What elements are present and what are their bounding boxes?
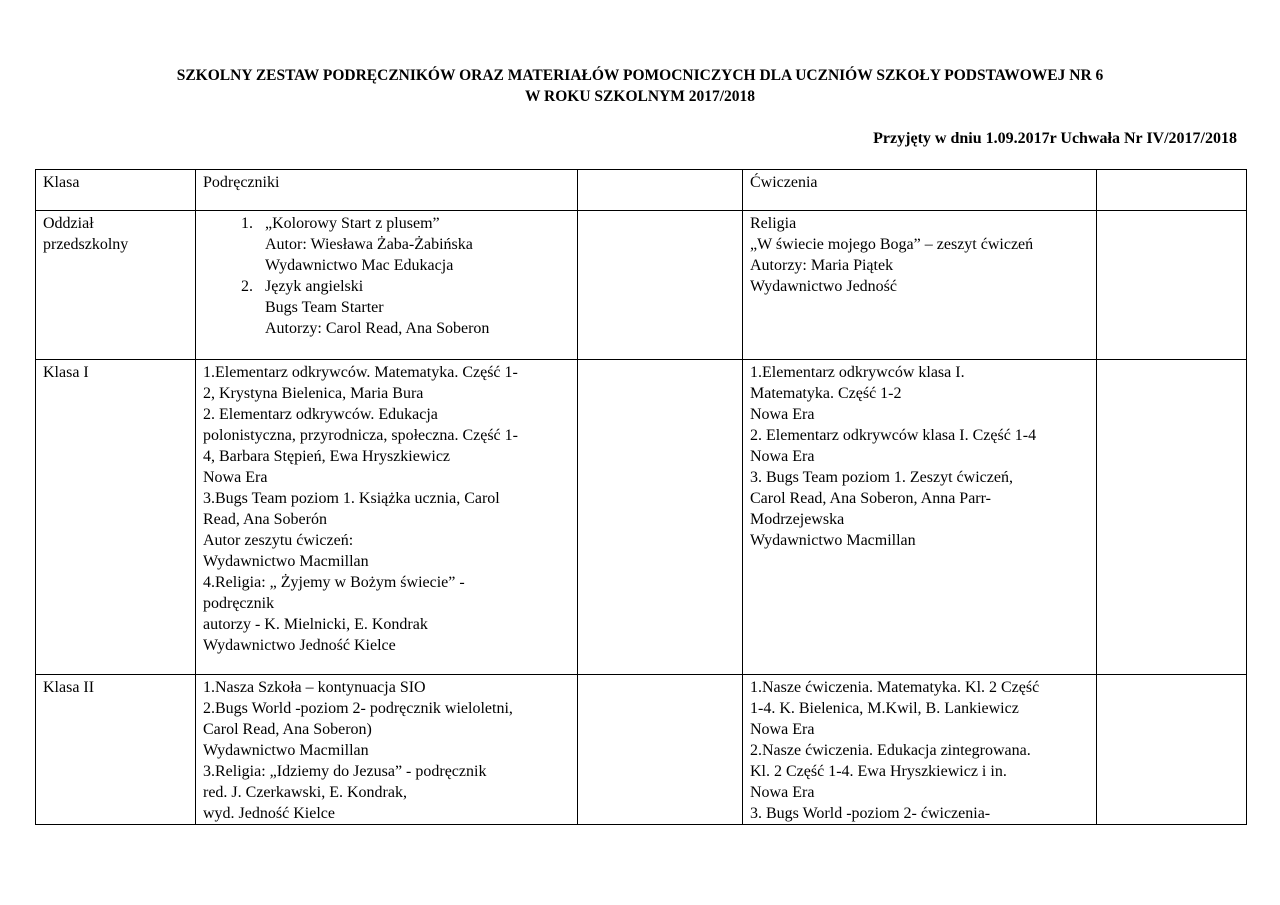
text-line: Kl. 2 Część 1-4. Ewa Hryszkiewicz i in. [750, 763, 1007, 780]
cell-podreczniki [196, 360, 578, 675]
text-line: 2.Nasze ćwiczenia. Edukacja zintegrowana. [750, 742, 1031, 759]
text-line: podręcznik [203, 595, 275, 612]
table-header-row [36, 170, 1247, 211]
text-line: 3.Religia: „Idziemy do Jezusa” - podręcznik [203, 763, 487, 780]
text-line: Bugs Team Starter [265, 299, 384, 316]
text-line: Autorzy: Carol Read, Ana Soberon [265, 320, 490, 337]
cell-klasa [36, 360, 196, 675]
text-line: 1.Nasze ćwiczenia. Matematyka. Kl. 2 Część [750, 679, 1040, 696]
text-line: 3. Bugs World -poziom 2- ćwiczenia- [750, 805, 991, 822]
text-line: Autorzy: Maria Piątek [750, 257, 894, 274]
table-row [36, 360, 1247, 675]
cell-klasa [36, 211, 196, 360]
text-line: Oddział [43, 215, 94, 232]
cell-empty [578, 360, 743, 675]
cell-empty [1097, 211, 1247, 360]
textbook-list [203, 213, 570, 339]
text-line: Carol Read, Ana Soberon) [203, 721, 372, 738]
text-line: Nowa Era [750, 784, 815, 801]
header-empty-1 [578, 170, 743, 211]
text-line: Wydawnictwo Jedność [750, 278, 897, 295]
table-row [36, 675, 1247, 825]
text-line: autorzy - K. Mielnicki, E. Kondrak [203, 616, 428, 633]
cell-empty [578, 675, 743, 825]
textbook-table [35, 169, 1247, 825]
cell-podreczniki [196, 675, 578, 825]
text-line: 2. Elementarz odkrywców. Edukacja [203, 406, 438, 423]
text-line: Wydawnictwo Macmillan [203, 742, 369, 759]
text-line: Nowa Era [203, 469, 268, 486]
text-line: red. J. Czerkawski, E. Kondrak, [203, 784, 407, 801]
text-line: Autor zeszytu ćwiczeń: [203, 532, 354, 549]
text-line: 3. Bugs Team poziom 1. Zeszyt ćwiczeń, [750, 469, 1013, 486]
text-line: 2, Krystyna Bielenica, Maria Bura [203, 385, 424, 402]
header-cwiczenia: Ćwiczenia [743, 170, 1097, 211]
cell-cwiczenia [743, 211, 1097, 360]
text-line: 1.Elementarz odkrywców klasa I. [750, 364, 965, 381]
header-podreczniki: Podręczniki [196, 170, 578, 211]
list-item [257, 213, 570, 276]
text-line: Read, Ana Soberón [203, 511, 327, 528]
text-line: Wydawnictwo Macmillan [750, 532, 916, 549]
text-line: Nowa Era [750, 721, 815, 738]
document-title-line1: SZKOLNY ZESTAW PODRĘCZNIKÓW ORAZ MATERIAŁÓW POMOCNICZYCH DLA UCZNIÓW SZKOŁY PODSTAWOWEJ NR 6 [176, 67, 1104, 84]
text-line: 1.Nasza Szkoła – kontynuacja SIO [203, 679, 426, 696]
text-line: Carol Read, Ana Soberon, Anna Parr- [750, 490, 991, 507]
list-item [257, 276, 570, 339]
text-line: Nowa Era [750, 406, 815, 423]
header-empty-2 [1097, 170, 1247, 211]
adoption-resolution: Przyjęty w dniu 1.09.2017r Uchwała Nr IV/2017/2018 [873, 130, 1237, 147]
header-klasa: Klasa [36, 170, 196, 211]
text-line: 1-4. K. Bielenica, M.Kwil, B. Lankiewicz [750, 700, 1019, 717]
text-line: Modrzejewska [750, 511, 845, 528]
text-line: 1.Elementarz odkrywców. Matematyka. Część 1- [203, 364, 518, 381]
text-line: wyd. Jedność Kielce [203, 805, 335, 822]
cell-podreczniki [196, 211, 578, 360]
text-line: 2. Elementarz odkrywców klasa I. Część 1-4 [750, 427, 1037, 444]
table-row [36, 211, 1247, 360]
cell-cwiczenia [743, 360, 1097, 675]
text-line: 2. Język angielski [265, 278, 364, 295]
cell-empty [578, 211, 743, 360]
text-line: Wydawnictwo Mac Edukacja [265, 257, 454, 274]
cell-cwiczenia [743, 675, 1097, 825]
document-title-line2: W ROKU SZKOLNYM 2017/2018 [524, 88, 756, 105]
text-line: 3.Bugs Team poziom 1. Książka ucznia, Carol [203, 490, 500, 507]
text-line: 4, Barbara Stępień, Ewa Hryszkiewicz [203, 448, 451, 465]
text-line: 1. „Kolorowy Start z plusem” [265, 215, 440, 232]
cell-klasa [36, 675, 196, 825]
text-line: Wydawnictwo Macmillan [203, 553, 369, 570]
text-line: polonistyczna, przyrodnicza, społeczna. Część 1- [203, 427, 518, 444]
text-line: Autor: Wiesława Żaba-Żabińska [265, 236, 473, 253]
text-line: Religia [750, 215, 797, 232]
text-line: Klasa II [43, 679, 95, 696]
text-line: Nowa Era [750, 448, 815, 465]
text-line: 2.Bugs World -poziom 2- podręcznik wieloletni, [203, 700, 513, 717]
text-line: Wydawnictwo Jedność Kielce [203, 637, 396, 654]
cell-empty [1097, 675, 1247, 825]
cell-empty [1097, 360, 1247, 675]
text-line: „W świecie mojego Boga” – zeszyt ćwiczeń [750, 236, 1034, 253]
text-line: 4.Religia: „ Żyjemy w Bożym świecie” - [203, 574, 465, 591]
text-line: Klasa I [43, 364, 89, 381]
text-line: przedszkolny [43, 236, 129, 253]
text-line: Matematyka. Część 1-2 [750, 385, 902, 402]
